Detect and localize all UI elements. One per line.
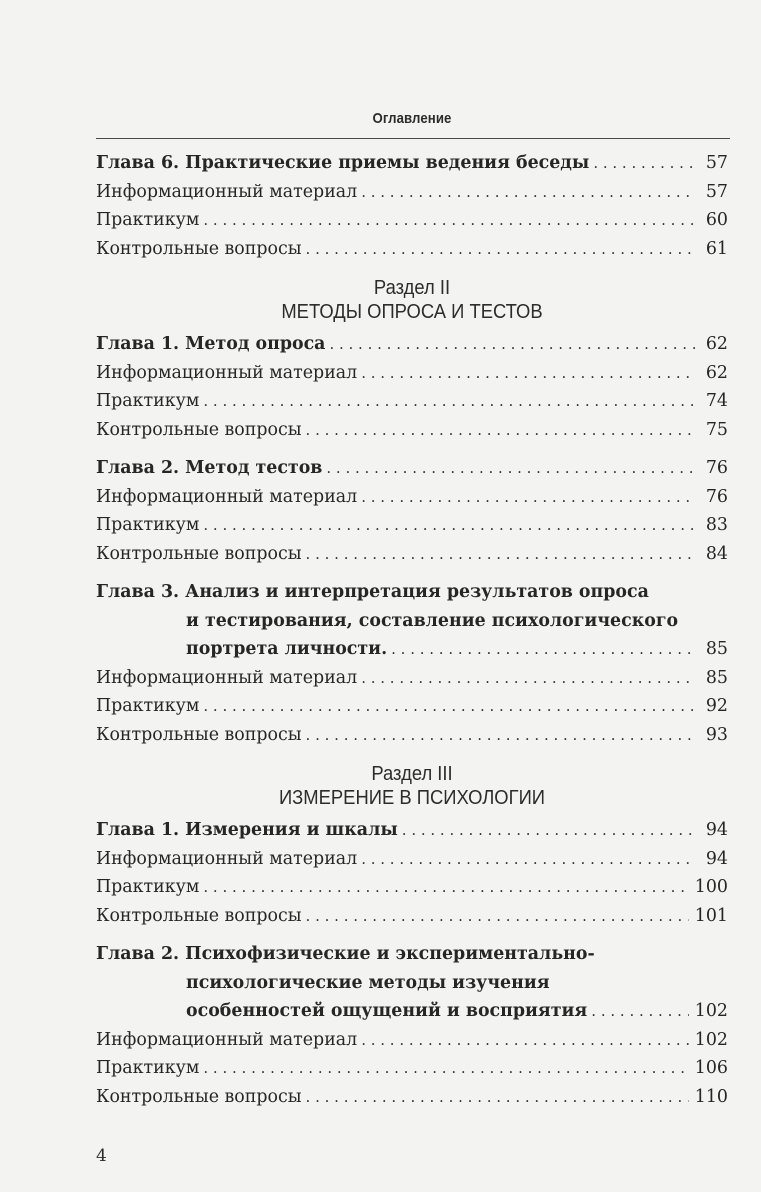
toc-entry[interactable] — [96, 902, 728, 931]
entry-title: Глава 2. Метод тестов — [96, 458, 323, 478]
dot-leader — [203, 692, 696, 721]
dot-leader — [306, 1083, 689, 1112]
entry-title: Контрольные вопросы — [96, 543, 302, 564]
entry-title: Контрольные вопросы — [96, 724, 302, 745]
toc-chapter-entry[interactable] — [96, 149, 728, 178]
entry-title: Практикум — [96, 877, 200, 897]
toc-entry[interactable] — [96, 416, 728, 445]
header-rule — [96, 138, 730, 139]
entry-title: Контрольные вопросы — [96, 1086, 302, 1107]
toc-chapter-entry[interactable] — [96, 997, 728, 1026]
entry-page: 94 — [705, 848, 728, 869]
dot-leader — [306, 235, 696, 264]
dot-leader — [306, 902, 689, 931]
toc-chapter-entry[interactable] — [96, 816, 728, 845]
toc-entry[interactable] — [96, 1026, 728, 1055]
toc-entry[interactable] — [96, 483, 728, 512]
dot-leader — [361, 483, 696, 512]
entry-page: 93 — [705, 724, 728, 745]
section-label: Раздел II — [373, 277, 451, 299]
entry-page: 60 — [705, 210, 728, 230]
entry-page: 102 — [694, 1001, 728, 1021]
entry-title-line[interactable]: психологические методы изучения — [186, 972, 550, 993]
toc-entry[interactable] — [96, 387, 728, 416]
toc-entry[interactable] — [96, 359, 728, 388]
entry-page: 75 — [705, 419, 728, 440]
entry-page: 62 — [705, 334, 728, 354]
entry-title: Информационный материал — [96, 486, 358, 507]
entry-title: Практикум — [96, 210, 200, 230]
entry-title: Глава 1. Измерения и шкалы — [96, 820, 398, 840]
entry-page: 92 — [705, 696, 728, 716]
section-2-chapter-2 — [96, 454, 728, 568]
chapter-6 — [96, 149, 728, 263]
entry-title: Глава 6. Практические приемы ведения беседы — [96, 153, 590, 173]
entry-page: 101 — [694, 905, 728, 926]
entry-title-line[interactable]: Глава 2. Психофизические и экспериментально- — [96, 944, 595, 964]
entry-page: 74 — [705, 391, 728, 411]
section-3-chapter-1 — [96, 816, 728, 930]
section-title: ИЗМЕРЕНИЕ В ПСИХОЛОГИИ — [278, 787, 546, 809]
section-2-chapter-1 — [96, 330, 728, 444]
section-3-chapter-2 — [96, 940, 728, 1111]
entry-title: Практикум — [96, 391, 200, 411]
toc-entry[interactable] — [96, 1054, 728, 1083]
entry-page: 57 — [705, 181, 728, 202]
entry-title: Глава 1. Метод опроса — [96, 334, 326, 354]
toc-entry[interactable] — [96, 235, 728, 264]
entry-title: портрета личности. — [186, 639, 388, 659]
dot-leader — [326, 454, 696, 483]
toc-entry[interactable] — [96, 178, 728, 207]
toc-entry[interactable] — [96, 664, 728, 693]
dot-leader — [306, 721, 696, 750]
entry-title: Практикум — [96, 1058, 200, 1078]
section-3 — [96, 762, 728, 1111]
toc-entry[interactable] — [96, 692, 728, 721]
section-label: Раздел III — [371, 763, 453, 785]
dot-leader — [402, 816, 696, 845]
section-title: МЕТОДЫ ОПРОСА И ТЕСТОВ — [281, 301, 543, 323]
dot-leader — [361, 1026, 689, 1055]
toc-chapter-entry[interactable] — [96, 635, 728, 664]
entry-title: особенностей ощущений и восприятия — [186, 1001, 588, 1021]
toc-entry[interactable] — [96, 845, 728, 874]
entry-page: 85 — [705, 639, 728, 659]
entry-title: Информационный материал — [96, 362, 358, 383]
entry-title: Контрольные вопросы — [96, 905, 302, 926]
dot-leader — [203, 1054, 688, 1083]
entry-page: 62 — [705, 362, 728, 383]
entry-page: 61 — [705, 238, 728, 259]
entry-page: 100 — [694, 877, 728, 897]
entry-page: 94 — [705, 820, 728, 840]
dot-leader — [203, 387, 696, 416]
toc-chapter-entry[interactable] — [96, 454, 728, 483]
entry-page: 83 — [705, 515, 728, 535]
folio-page-number: 4 — [96, 1146, 107, 1166]
dot-leader — [361, 359, 696, 388]
toc-entry[interactable] — [96, 540, 728, 569]
dot-leader — [361, 845, 696, 874]
running-head: Оглавление — [372, 110, 452, 127]
entry-page: 110 — [694, 1086, 728, 1107]
section-2-chapter-3 — [96, 578, 728, 749]
toc-entry[interactable] — [96, 1083, 728, 1112]
dot-leader — [391, 635, 696, 664]
dot-leader — [593, 149, 696, 178]
toc-entry[interactable] — [96, 873, 728, 902]
entry-page: 106 — [694, 1058, 728, 1078]
entry-page: 76 — [705, 458, 728, 478]
dot-leader — [203, 873, 688, 902]
dot-leader — [361, 664, 696, 693]
entry-title: Контрольные вопросы — [96, 419, 302, 440]
entry-title-line[interactable]: Глава 3. Анализ и интерпретация результатов опроса — [96, 582, 649, 602]
dot-leader — [203, 206, 696, 235]
dot-leader — [203, 511, 696, 540]
section-2 — [96, 276, 728, 749]
toc-chapter-entry[interactable] — [96, 330, 728, 359]
entry-title: Информационный материал — [96, 667, 358, 688]
entry-page: 85 — [705, 667, 728, 688]
entry-page: 57 — [705, 153, 728, 173]
table-of-contents-page — [96, 108, 728, 1111]
toc-entry[interactable] — [96, 511, 728, 540]
entry-page: 84 — [705, 543, 728, 564]
dot-leader — [591, 997, 689, 1026]
entry-page: 102 — [694, 1029, 728, 1050]
entry-page: 76 — [705, 486, 728, 507]
toc-entry[interactable] — [96, 206, 728, 235]
entry-title: Информационный материал — [96, 181, 358, 202]
toc-entry[interactable] — [96, 721, 728, 750]
entry-title: Контрольные вопросы — [96, 238, 302, 259]
entry-title: Практикум — [96, 515, 200, 535]
dot-leader — [329, 330, 696, 359]
dot-leader — [361, 178, 696, 207]
entry-title-line[interactable]: и тестирования, составление психологического — [186, 610, 679, 631]
entry-title: Информационный материал — [96, 1029, 358, 1050]
entry-title: Практикум — [96, 696, 200, 716]
entry-title: Информационный материал — [96, 848, 358, 869]
dot-leader — [306, 540, 696, 569]
dot-leader — [306, 416, 696, 445]
